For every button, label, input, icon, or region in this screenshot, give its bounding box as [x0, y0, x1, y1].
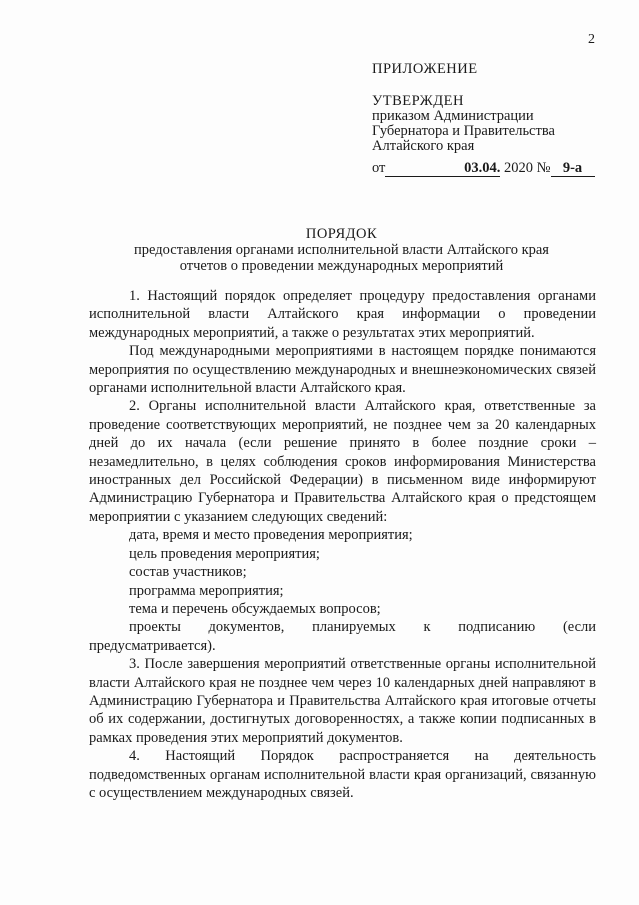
approved-label: УТВЕРЖДЕН — [372, 93, 464, 109]
paragraph: 3. После завершения мероприятий ответственные органы исполнительной власти Алтайского края не позднее чем через 10 календарных дней направляют в Администрацию Губернатора и Правительства Алтайского края итоговые отчеты об их содержании, достигнутых договоренностях, а также копии подписанных в рамках проведения этих мероприятий документов. — [89, 656, 596, 746]
list-item: дата, время и место проведения мероприятия; — [129, 527, 413, 544]
paragraph: 1. Настоящий порядок определяет процедуру предоставления органами исполнительной власти Алтайского края информации о проведении международных мероприятий, а также о результатах этих мероприятий. — [89, 288, 596, 341]
list-item: тема и перечень обсуждаемых вопросов; — [129, 600, 381, 617]
year-and-number-sign: 2020 № — [500, 160, 551, 176]
document-body — [89, 287, 596, 802]
paragraph: 2. Органы исполнительной власти Алтайского края, ответственные за проведение соответствующих мероприятий, не позднее чем за 20 календарных дней до их начала (если решение принято в более поздние сроки – незамедлительно, в целях соблюдения сроков информирования Министерства иностранных дел Российской Федерации) в письменном виде информируют Администрацию Губернатора и Правительства Алтайского края о предстоящем мероприятии с указанием следующих сведений: — [89, 398, 596, 525]
approved-by-line: приказом Администрации — [372, 108, 534, 124]
list-item: проекты документов, планируемых к подписанию (если предусматривается). — [89, 619, 596, 654]
approved-by-line: Губернатора и Правительства — [372, 123, 555, 139]
list-item: состав участников; — [129, 564, 247, 581]
page-number: 2 — [588, 32, 595, 47]
paragraph: 4. Настоящий Порядок распространяется на деятельность подведомственных органам исполнительной власти края организаций, связанную с осуществлением международных связей. — [89, 748, 596, 801]
title-main: ПОРЯДОК — [305, 226, 378, 242]
paragraph: Под международными мероприятиями в настоящем порядке понимаются мероприятия по осуществлению международных и внешнеэкономических связей органами исполнительной власти Алтайского края. — [89, 343, 596, 397]
order-number: 9-а — [551, 161, 595, 177]
approved-by-line: Алтайского края — [372, 138, 475, 154]
approval-block — [372, 94, 555, 154]
list-item: программа мероприятия; — [129, 582, 284, 599]
title-line: предоставления органами исполнительной власти Алтайского края — [134, 242, 549, 258]
approval-date: 03.04. — [385, 161, 500, 177]
approval-date-line — [372, 160, 595, 177]
title-line: отчетов о проведении международных мероприятий — [179, 258, 504, 274]
list-item: цель проведения мероприятия; — [129, 545, 320, 562]
appendix-title: ПРИЛОЖЕНИЕ — [372, 61, 478, 77]
appendix-heading — [372, 62, 478, 77]
document-title — [0, 226, 639, 274]
date-prefix: от — [372, 160, 386, 176]
